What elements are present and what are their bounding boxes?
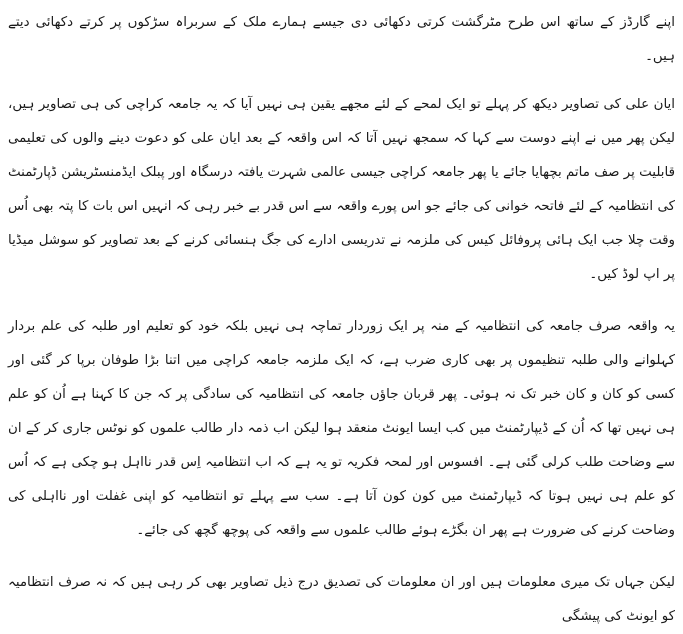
article-paragraph-4: لیکن جہاں تک میری معلومات ہیں اور ان معلومات کی تصدیق درج ذیل تصاویر بھی کر رہی ہیں کہ نہ صرف انتظامیہ کو ایونٹ کی پیشگی — [8, 575, 675, 624]
article-paragraph-3: یہ واقعہ صرف جامعہ کی انتظامیہ کے منہ پر ایک زوردار تماچہ ہی نہیں بلکہ خود کو تعلیم اور طلبہ کی علم بردار کہلوانے والی طلبہ تنظیموں پر بھی کاری ضرب ہے، کہ ایک ملزمہ جامعہ کراچی میں اتنا بڑا طوفان برپا کر گئی اور کسی کو کان و کان خبر تک نہ ہوئی۔ پھر قربان جاؤں جامعہ کی انتظامیہ کی سادگی پر کہ جن کا کہنا ہے اُن کو علم ہی نہیں تھا کہ اُن کے ڈیپارٹمنٹ میں کب ایسا ایونٹ منعقد ہوا لیکن اب ذمہ دار طالب علموں کو نوٹس جاری کر کے ان سے وضاحت طلب کرلی گئی ہے۔ افسوس اور لمحہ فکریہ تو یہ ہے کہ اب انتظامیہ اِس قدر نااہل ہو چکی ہے کہ اُس کو علم ہی نہیں ہوتا کہ ڈیپارٹمنٹ میں کون کون آتا ہے۔ سب سے پہلے تو انتظامیہ کو اپنی غفلت اور نااہلی کی وضاحت کرنے کی ضرورت ہے پھر ان بگڑے ہوئے طالب علموں سے واقعہ کی پوچھ گچھ کی جائے۔ — [8, 319, 675, 538]
article-paragraph-1: اپنے گارڈز کے ساتھ اس طرح مٹرگشت کرتی دکھائی دی جیسے ہمارے ملک کے سربراہ سڑکوں پر کرتے دکھائی دیتے ہیں۔ — [8, 15, 675, 64]
article-paragraph-2: ایان علی کی تصاویر دیکھ کر پہلے تو ایک لمحے کے لئے مجھے یقین ہی نہیں آیا کہ یہ جامعہ کراچی کی ہی تصاویر ہیں، لیکن پھر میں نے اپنے دوست سے کہا کہ سمجھ نہیں آتا کہ اس واقعہ کے بعد ایان علی کو دعوت دینے والوں کی تعلیمی قابلیت پر صف ماتم بچھایا جائے یا پھر جامعہ کراچی جیسی عالمی شہرت یافتہ درسگاہ اور پبلک ایڈمنسٹریشن ڈپارٹمنٹ کی انتظامیہ کے لئے فاتحہ خوانی کی جائے جو اس پورے واقعہ سے اس قدر بے خبر رہی کہ انہیں اس بات کا پتہ بھی اُس وقت چلا جب ایک ہائی پروفائل کیس کی ملزمہ نے تدریسی ادارے کی جگ ہنسائی کرنے کے بعد تصاویر کو سوشل میڈیا پر اپ لوڈ کیں۔ — [8, 97, 675, 282]
